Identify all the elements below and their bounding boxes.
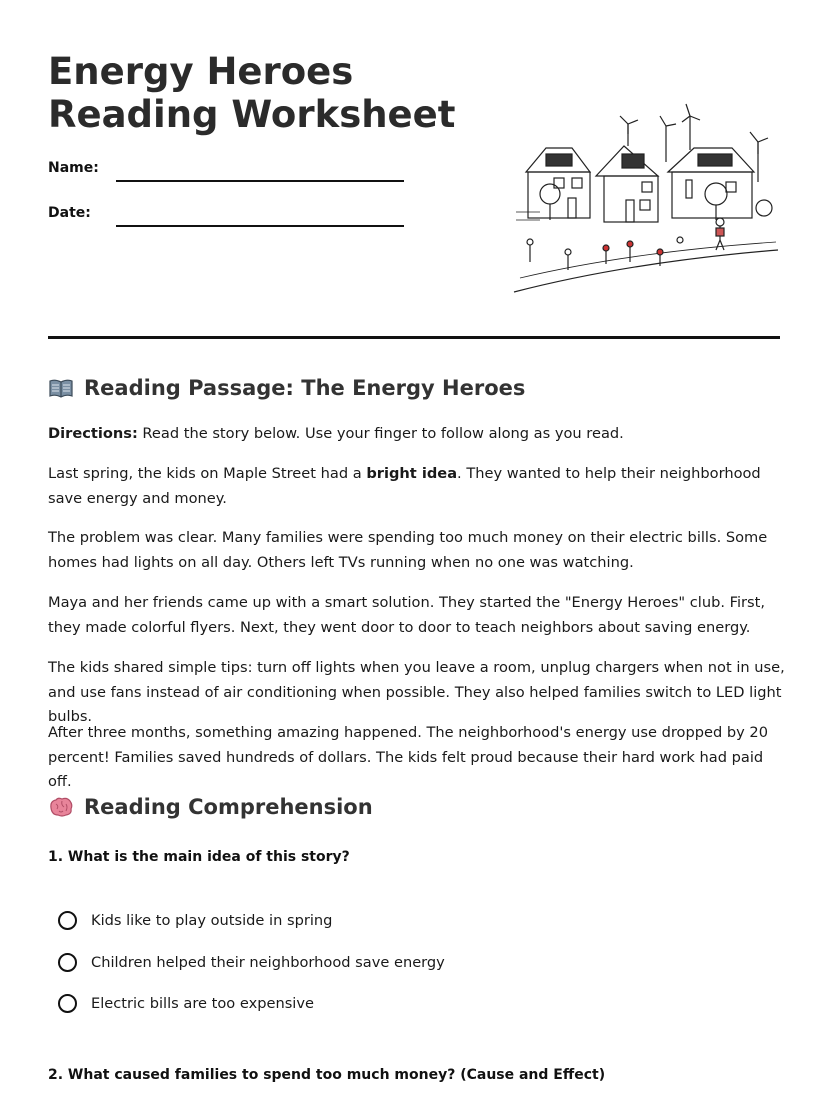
open-book-icon xyxy=(48,377,74,399)
option-label: Children helped their neighborhood save energy xyxy=(91,954,445,971)
passage-paragraph-4: The kids shared simple tips: turn off lights when you leave a room, unplug chargers when not in use, and use fans instead of air conditioning when possible. They also helped families switch to LED light bulbs. xyxy=(48,659,785,725)
name-label: Name: xyxy=(48,160,99,176)
radio-button[interactable] xyxy=(58,953,77,972)
question-2: 2. What caused families to spend too much money? (Cause and Effect) xyxy=(48,1067,606,1083)
question-1: 1. What is the main idea of this story? xyxy=(48,849,350,865)
name-field[interactable] xyxy=(116,180,404,182)
radio-button[interactable] xyxy=(58,994,77,1013)
passage-heading xyxy=(48,376,525,400)
brain-icon xyxy=(48,796,74,818)
passage-paragraph-1 xyxy=(48,462,788,511)
option-label: Electric bills are too expensive xyxy=(91,995,314,1012)
worksheet-title: Energy Heroes Reading Worksheet xyxy=(48,50,456,136)
comprehension-heading-text: Reading Comprehension xyxy=(84,795,373,819)
neighborhood-illustration xyxy=(510,102,782,298)
comprehension-heading xyxy=(48,795,373,819)
section-divider xyxy=(48,336,780,339)
directions-text: Read the story below. Use your finger to follow along as you read. xyxy=(137,425,624,442)
directions-label: Directions: xyxy=(48,425,138,442)
question-1-option-1[interactable] xyxy=(58,911,332,930)
date-field[interactable] xyxy=(116,225,404,227)
question-1-option-2[interactable] xyxy=(58,953,445,972)
p1-text: Last spring, the kids on Maple Street had a xyxy=(48,465,367,482)
p1-bold-text: bright idea xyxy=(366,465,458,482)
passage-paragraph-5: After three months, something amazing happened. The neighborhood's energy use dropped by 20 percent! Families saved hundreds of dollars. The kids felt proud because their hard work had paid off. xyxy=(48,724,769,790)
directions xyxy=(48,422,788,447)
question-1-option-3[interactable] xyxy=(58,994,314,1013)
passage-paragraph-3: Maya and her friends came up with a smart solution. They started the "Energy Heroes" club. First, they made colorful flyers. Next, they went door to door to teach neighbors about saving energy. xyxy=(48,594,766,636)
p1-text-end: . They wanted to help their neighborhood save energy and money. xyxy=(48,465,761,507)
option-label: Kids like to play outside in spring xyxy=(91,912,333,929)
date-label: Date: xyxy=(48,205,91,221)
radio-button[interactable] xyxy=(58,911,77,930)
passage-heading-text: Reading Passage: The Energy Heroes xyxy=(84,376,526,400)
passage-paragraph-2: The problem was clear. Many families were spending too much money on their electric bills. Some homes had lights on all day. Others left TVs running when no one was watching. xyxy=(48,529,768,571)
